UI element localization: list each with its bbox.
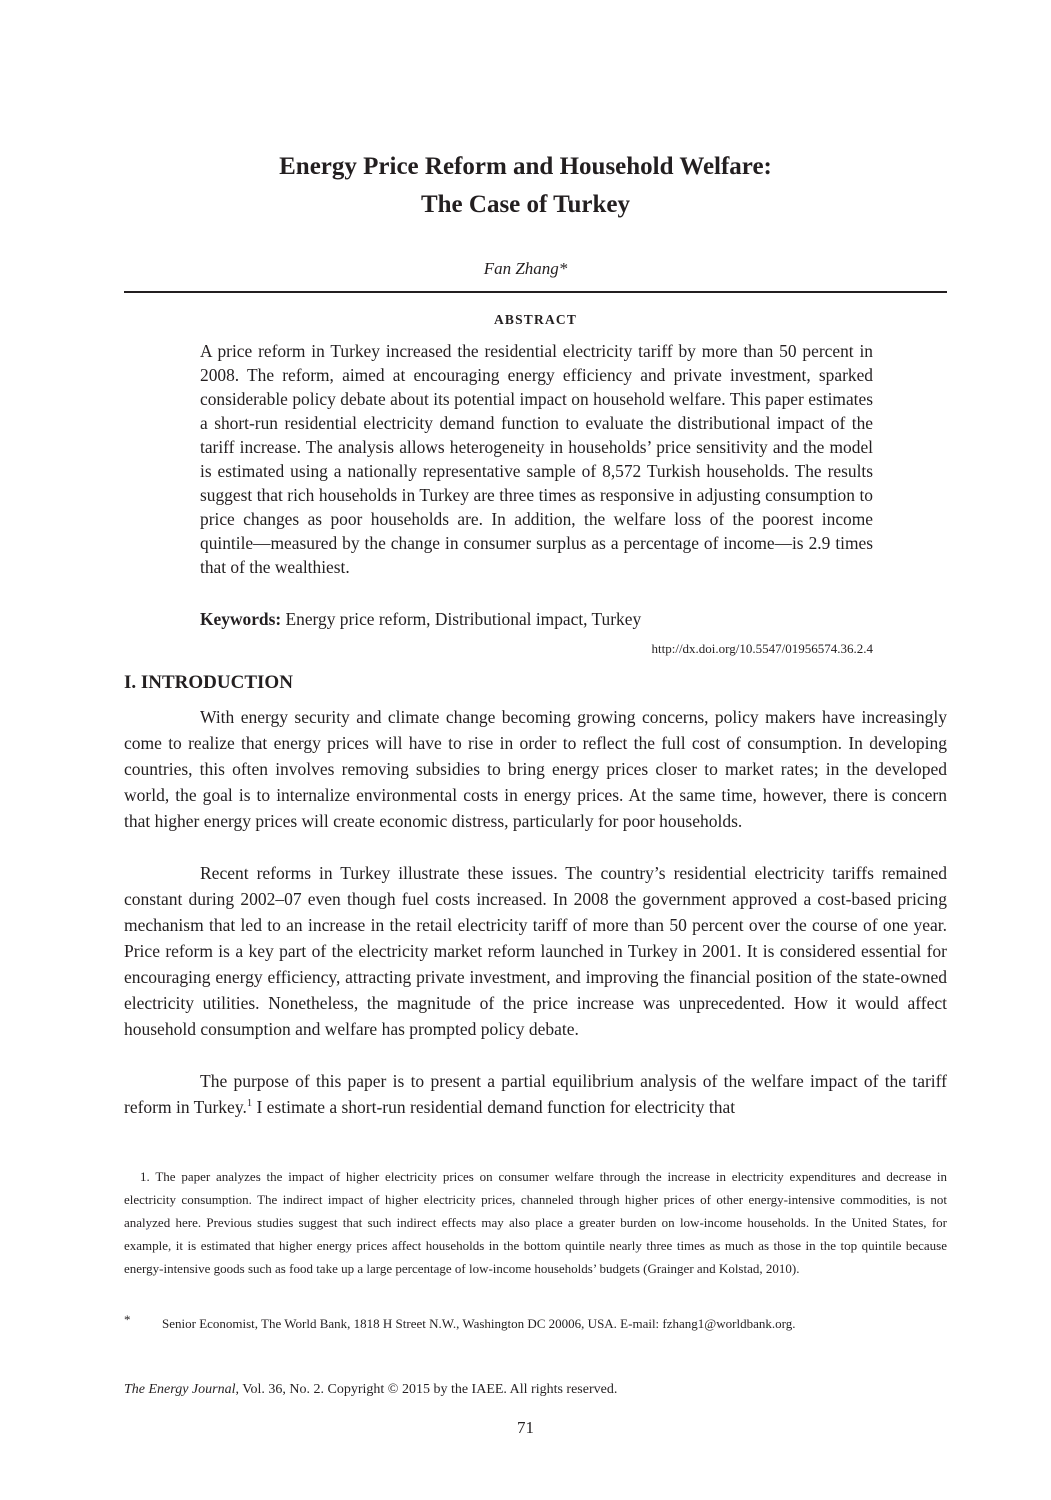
paper-title-line-1: Energy Price Reform and Household Welfare:: [279, 153, 772, 180]
intro-paragraph-3: [124, 1068, 947, 1120]
abstract-heading: ABSTRACT: [493, 312, 578, 327]
journal-citation: [124, 1382, 617, 1398]
doi-link[interactable]: http://dx.doi.org/10.5547/01956574.36.2.4: [651, 641, 873, 656]
author-affiliation: Senior Economist, The World Bank, 1818 H Street N.W., Washington DC 20006, USA. E-mail: fzhang1@worldbank.org.: [162, 1316, 796, 1331]
header-rule: [124, 291, 947, 293]
journal-details: , Vol. 36, No. 2. Copyright © 2015 by the IAEE. All rights reserved.: [235, 1382, 618, 1397]
footnote-1: 1. The paper analyzes the impact of higher electricity prices on consumer welfare through the increase in electricity expenditures and decrease in electricity consumption. The indirect impact of higher electricity prices, channeled through higher prices of other energy-intensive commodities, is not analyzed here. Previous studies suggest that such indirect effects may also place a greater burden on low-income households. In the United States, for example, it is estimated that higher energy prices affect households in the bottom quintile nearly three times as much as those in the top quintile because energy-intensive goods such as food take up a large percentage of low-income households’ budgets (Grainger and Kolstad, 2010).: [124, 1169, 947, 1276]
intro-paragraph-3-continuation: I estimate a short-run residential demand function for electricity that: [252, 1097, 736, 1117]
journal-name: The Energy Journal: [124, 1382, 236, 1397]
page-number: 71: [517, 1418, 534, 1437]
section-heading-introduction: I. INTRODUCTION: [124, 672, 293, 693]
keywords-label: Keywords:: [200, 609, 282, 629]
intro-paragraph-1: With energy security and climate change becoming growing concerns, policy makers have increasingly come to realize that energy prices will have to rise in order to reflect the full cost of consumption. In developing countries, this often involves removing subsidies to bring energy prices closer to market rates; in the developed world, the goal is to internalize environmental costs in energy prices. At the same time, however, there is concern that higher energy prices will create economic distress, particularly for poor households.: [124, 707, 947, 831]
footnote-reference-1[interactable]: 1: [246, 1098, 253, 1110]
affiliation-marker: *: [124, 1312, 131, 1327]
abstract-text: A price reform in Turkey increased the residential electricity tariff by more than 50 percent in 2008. The reform, aimed at encouraging energy efficiency and private investment, sparked considerable policy debate about its potential impact on household welfare. This paper estimates a short-run residential electricity demand function to evaluate the distributional impact of the tariff increase. The analysis allows heterogeneity in households’ price sensitivity and the model is estimated using a nationally representative sample of 8,572 Turkish households. The results suggest that rich households in Turkey are three times as responsive in adjusting consumption to price changes as poor households are. In addition, the welfare loss of the poorest income quintile—measured by the change in consumer surplus as a percentage of income—is 2.9 times that of the wealthiest.: [200, 341, 873, 577]
intro-paragraph-2: Recent reforms in Turkey illustrate these issues. The country’s residential electricity tariffs remained constant during 2002–07 even though fuel costs increased. In 2008 the government approved a cost-based pricing mechanism that led to an increase in the retail electricity tariff of more than 50 percent over the course of one year. Price reform is a key part of the electricity market reform launched in Turkey in 2001. It is considered essential for encouraging energy efficiency, attracting private investment, and improving the financial position of the state-owned electricity utilities. Nonetheless, the magnitude of the price increase was unprecedented. How it would affect household consumption and welfare has prompted policy debate.: [124, 863, 947, 1039]
keywords-list: Energy price reform, Distributional impact, Turkey: [285, 609, 642, 629]
keywords: [200, 609, 873, 630]
paper-title: [0, 148, 1051, 224]
paper-title-line-2: The Case of Turkey: [420, 191, 631, 218]
author-name: Fan Zhang*: [483, 259, 568, 278]
intro-paragraph-3-text: The purpose of this paper is to present a partial equilibrium analysis of the welfare impact of the tariff reform in Turkey.: [124, 1071, 947, 1117]
